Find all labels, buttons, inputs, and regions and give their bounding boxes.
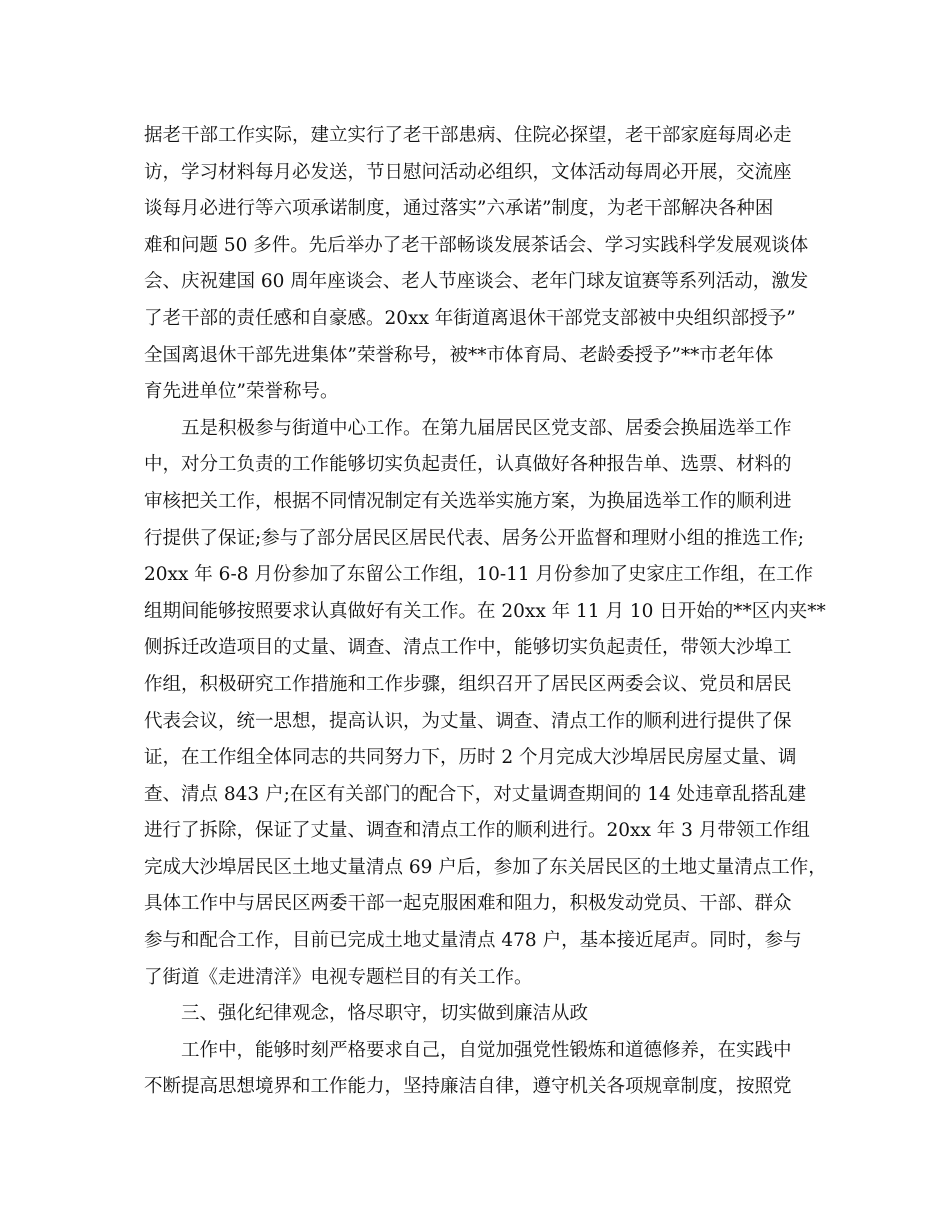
text-line: 作组，积极研究工作措施和工作步骤，组织召开了居民区两委会议、党员和居民 [144, 673, 792, 695]
text-line: 完成大沙埠居民区土地丈量清点 69 户后，参加了东关居民区的土地丈量清点工作， [144, 856, 827, 878]
text-line: 据老干部工作实际，建立实行了老干部患病、住院必探望，老干部家庭每周必走 [144, 125, 792, 146]
text-line: 中，对分工负责的工作能够切实负起责任，认真做好各种报告单、选票、材料的 [144, 454, 792, 476]
text-line: 难和问题 50 多件。先后举办了老干部畅谈发展茶话会、学习实践科学发展观谈体 [144, 234, 809, 256]
text-line: 具体工作中与居民区两委干部一起克服困难和阻力，积极发动党员、干部、群众 [144, 893, 792, 915]
text-line: 会、庆祝建国 60 周年座谈会、老人节座谈会、老年门球友谊赛等系列活动，激发 [144, 271, 809, 293]
text-line: 全国离退休干部先进集体”荣誉称号，被**市体育局、老龄委授予”**市老年体 [144, 344, 774, 366]
text-line: 了老干部的责任感和自豪感。20xx 年街道离退休干部党支部被中央组织部授予” [144, 307, 796, 329]
paragraph-start-line: 五是积极参与街道中心工作。在第九届居民区党支部、居委会换届选举工作 [181, 417, 792, 439]
text-line: 访，学习材料每月必发送，节日慰问活动必组织，文体活动每周必开展，交流座 [144, 161, 792, 183]
text-line: 参与和配合工作，目前已完成土地丈量清点 478 户，基本接近尾声。同时，参与 [144, 930, 802, 952]
text-line: 代表会议，统一思想，提高认识，为丈量、调查、清点工作的顺利进行提供了保 [144, 710, 792, 732]
text-line: 20xx 年 6-8 月份参加了东留公工作组，10-11 月份参加了史家庄工作组，在工作 [144, 564, 814, 586]
text-line: 了街道《走进清洋》电视专题栏目的有关工作。 [144, 966, 533, 988]
text-line: 谈每月必进行等六项承诺制度，通过落实”六承诺”制度，为老干部解决各种困 [144, 198, 774, 220]
document-body [144, 118, 834, 1106]
text-line: 进行了拆除，保证了丈量、调查和清点工作的顺利进行。20xx 年 3 月带领工作组 [144, 820, 810, 842]
text-line: 侧拆迁改造项目的丈量、调查、清点工作中，能够切实负起责任，带领大沙埠工 [144, 637, 792, 659]
text-line: 审核把关工作，根据不同情况制定有关选举实施方案，为换届选举工作的顺利进 [144, 490, 792, 512]
text-line: 不断提高思想境界和工作能力，坚持廉洁自律，遵守机关各项规章制度，按照党 [144, 1076, 792, 1098]
text-line: 查、清点 843 户;在区有关部门的配合下，对丈量调查期间的 14 处违章乱搭乱建 [144, 783, 807, 805]
text-line: 证，在工作组全体同志的共同努力下，历时 2 个月完成大沙埠居民房屋丈量、调 [144, 747, 797, 769]
paragraph-start-line: 工作中，能够时刻严格要求自己，自觉加强党性锻炼和道德修养，在实践中 [181, 1039, 792, 1061]
section-heading: 三、强化纪律观念，恪尽职守，切实做到廉洁从政 [181, 1003, 589, 1025]
text-line: 育先进单位”荣誉称号。 [144, 381, 339, 403]
text-line: 组期间能够按照要求认真做好有关工作。在 20xx 年 11 月 10 日开始的**区内夹** [144, 600, 826, 622]
text-line: 行提供了保证;参与了部分居民区居民代表、居务公开监督和理财小组的推选工作; [144, 527, 804, 549]
